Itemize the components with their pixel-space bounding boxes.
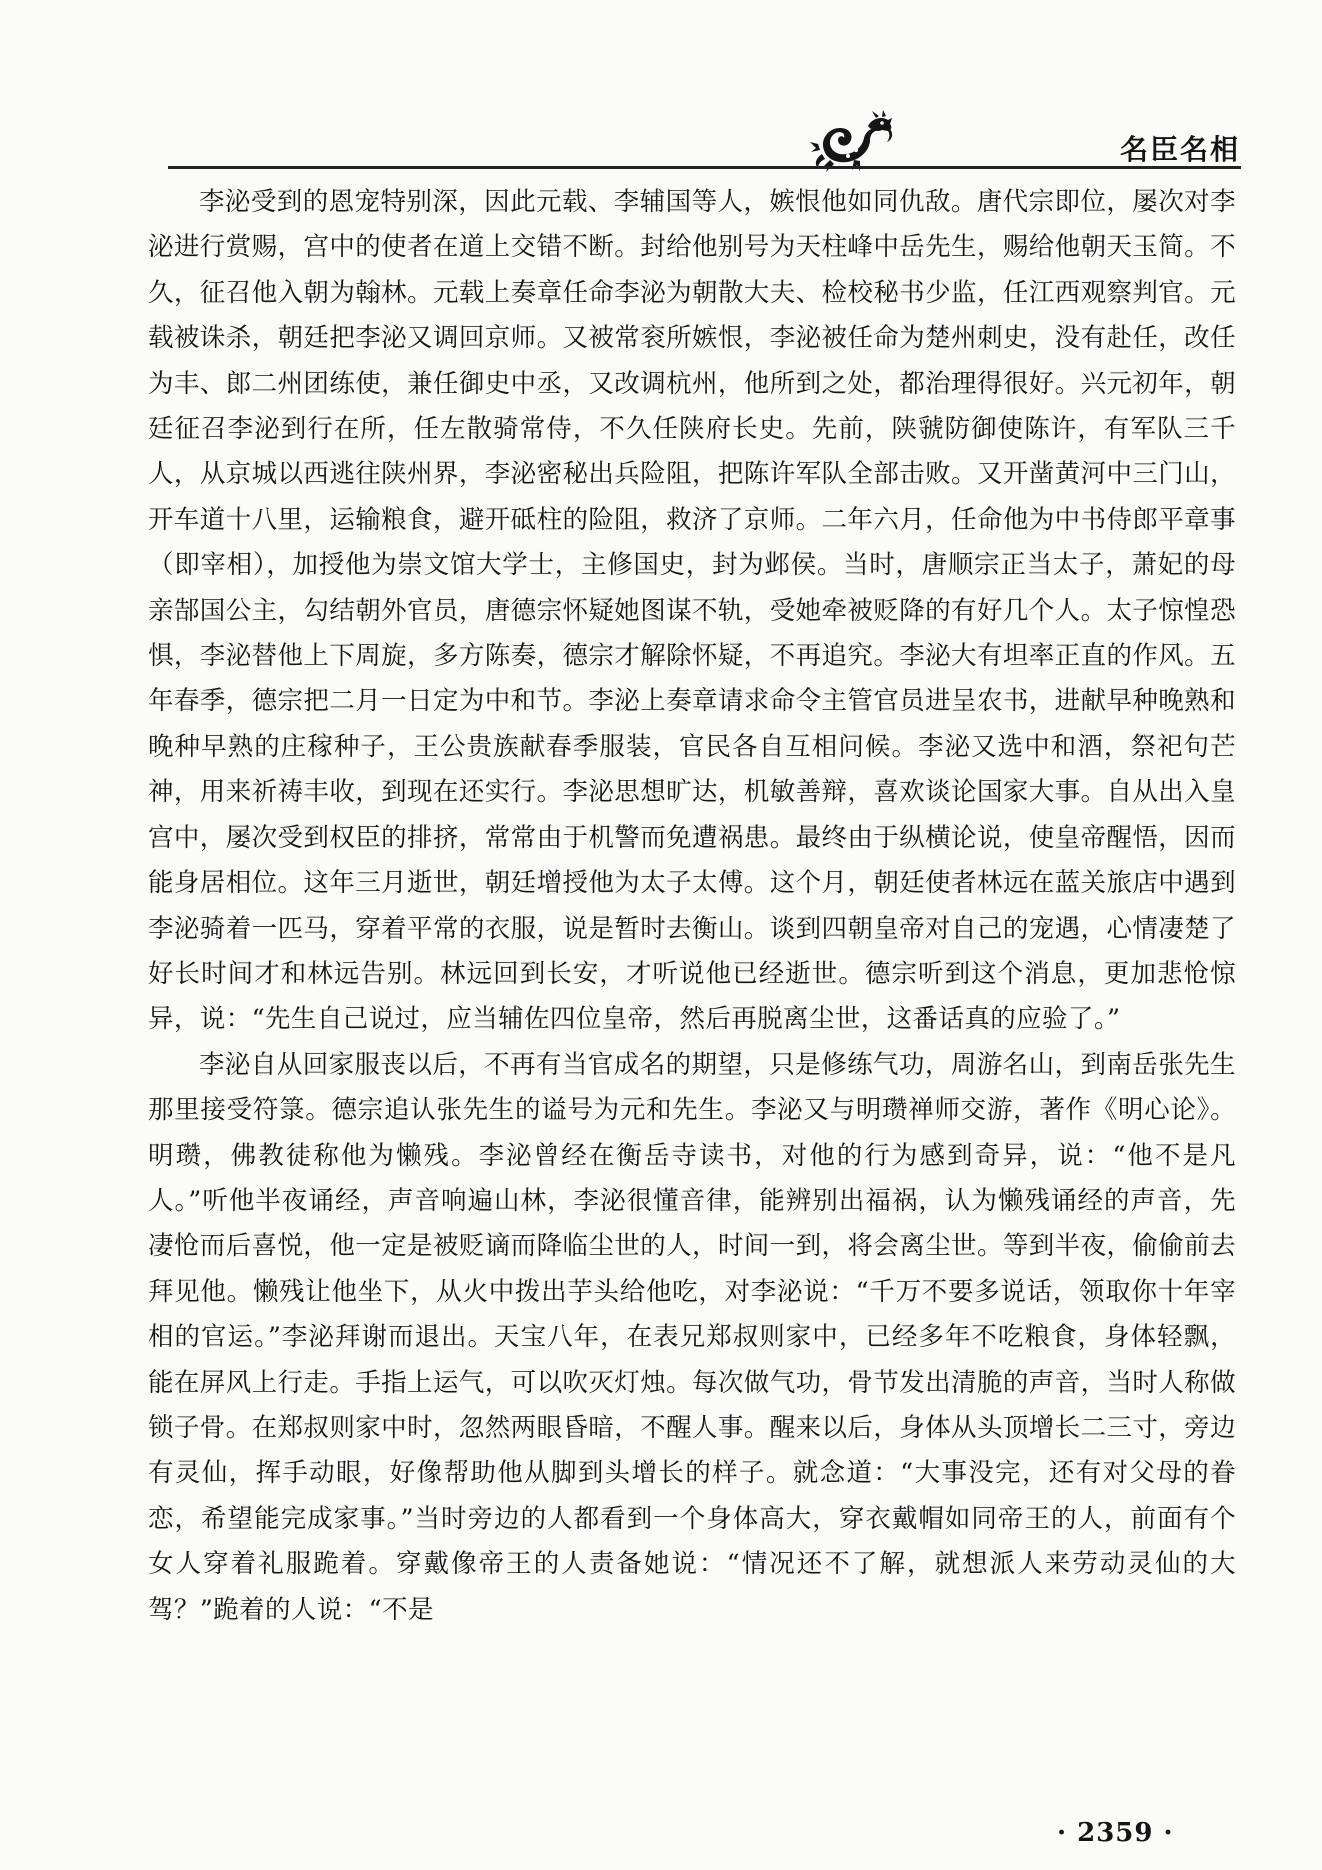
page-number: · 2359 · xyxy=(1057,1818,1174,1848)
dragon-icon xyxy=(810,110,894,172)
section-title: 名臣名相 xyxy=(1119,133,1240,166)
page-header xyxy=(810,110,1240,172)
paragraph: 李泌自从回家服丧以后，不再有当官成名的期望，只是修练气功，周游名山，到南岳张先生那里接受符箓。德宗追认张先生的谥号为元和先生。李泌又与明瓒禅师交游，著作《明心论》。明瓒，佛教徒称他为懒残。李泌曾经在衡岳寺读书，对他的行为感到奇异，说：“他不是凡人。”听他半夜诵经，声音响遍山林，李泌很懂音律，能辨别出福祸，认为懒残诵经的声音，先凄怆而后喜悦，他一定是被贬谪而降临尘世的人，时间一到，将会离尘世。等到半夜，偷偷前去拜见他。懒残让他坐下，从火中拨出芋头给他吃，对李泌说：“千万不要多说话，领取你十年宰相的官运。”李泌拜谢而退出。天宝八年，在表兄郑叔则家中，已经多年不吃粮食，身体轻飘，能在屏风上行走。手指上运气，可以吹灭灯烛。每次做气功，骨节发出清脆的声音，当时人称做锁子骨。在郑叔则家中时，忽然两眼昏暗，不醒人事。醒来以后，身体从头顶增长二三寸，旁边有灵仙，挥手动眼，好像帮助他从脚到头增长的样子。就念道：“大事没完，还有对父母的眷恋，希望能完成家事。”当时旁边的人都看到一个身体高大，穿衣戴帽如同帝王的人，前面有个女人穿着礼服跪着。穿戴像帝王的人责备她说：“情况还不了解，就想派人来劳动灵仙的大驾？”跪着的人说：“不是 xyxy=(148,1049,1236,1625)
paragraph: 李泌受到的恩宠特别深，因此元载、李辅国等人，嫉恨他如同仇敌。唐代宗即位，屡次对李泌进行赏赐，宫中的使者在道上交错不断。封给他别号为天柱峰中岳先生，赐给他朝天玉简。不久，征召他入朝为翰林。元载上奏章任命李泌为朝散大夫、检校秘书少监，任江西观察判官。元载被诛杀，朝廷把李泌又调回京师。又被常衮所嫉恨，李泌被任命为楚州刺史，没有赴任，改任为丰、郎二州团练使，兼任御史中丞，又改调杭州，他所到之处，都治理得很好。兴元初年，朝廷征召李泌到行在所，任左散骑常侍，不久任陕府长史。先前，陕虢防御使陈许，有军队三千人，从京城以西逃往陕州界，李泌密秘出兵险阻，把陈许军队全部击败。又开凿黄河中三门山，开车道十八里，运输粮食，避开砥柱的险阻，救济了京师。二年六月，任命他为中书侍郎平章事（即宰相），加授他为崇文馆大学士，主修国史，封为邺侯。当时，唐顺宗正当太子，萧妃的母亲郜国公主，勾结朝外官员，唐德宗怀疑她图谋不轨，受她牵被贬降的有好几个人。太子惊惶恐惧，李泌替他上下周旋，多方陈奏，德宗才解除怀疑，不再追究。李泌大有坦率正直的作风。五年春季，德宗把二月一日定为中和节。李泌上奏章请求命令主管官员进呈农书，进献早种晚熟和晚种早熟的庄稼种子，王公贵族献春季服装，官民各自互相问候。李泌又选中和酒，祭祀句芒神，用来祈祷丰收，到现在还实行。李泌思想旷达，机敏善辩，喜欢谈论国家大事。自从出入皇宫中，屡次受到权臣的排挤，常常由于机警而免遭祸患。最终由于纵横论说，使皇帝醒悟，因而能身居相位。这年三月逝世，朝廷增授他为太子太傅。这个月，朝廷使者林远在蓝关旅店中遇到李泌骑着一匹马，穿着平常的衣服，说是暂时去衡山。谈到四朝皇帝对自己的宠遇，心情凄楚了好长时间才和林远告别。林远回到长安，才听说他已经逝世。德宗听到这个消息，更加悲怆惊异，说：“先生自己说过，应当辅佐四位皇帝，然后再脱离尘世，这番话真的应验了。” xyxy=(148,187,1236,1035)
body-text xyxy=(148,180,1236,1633)
header-divider xyxy=(168,166,1241,169)
